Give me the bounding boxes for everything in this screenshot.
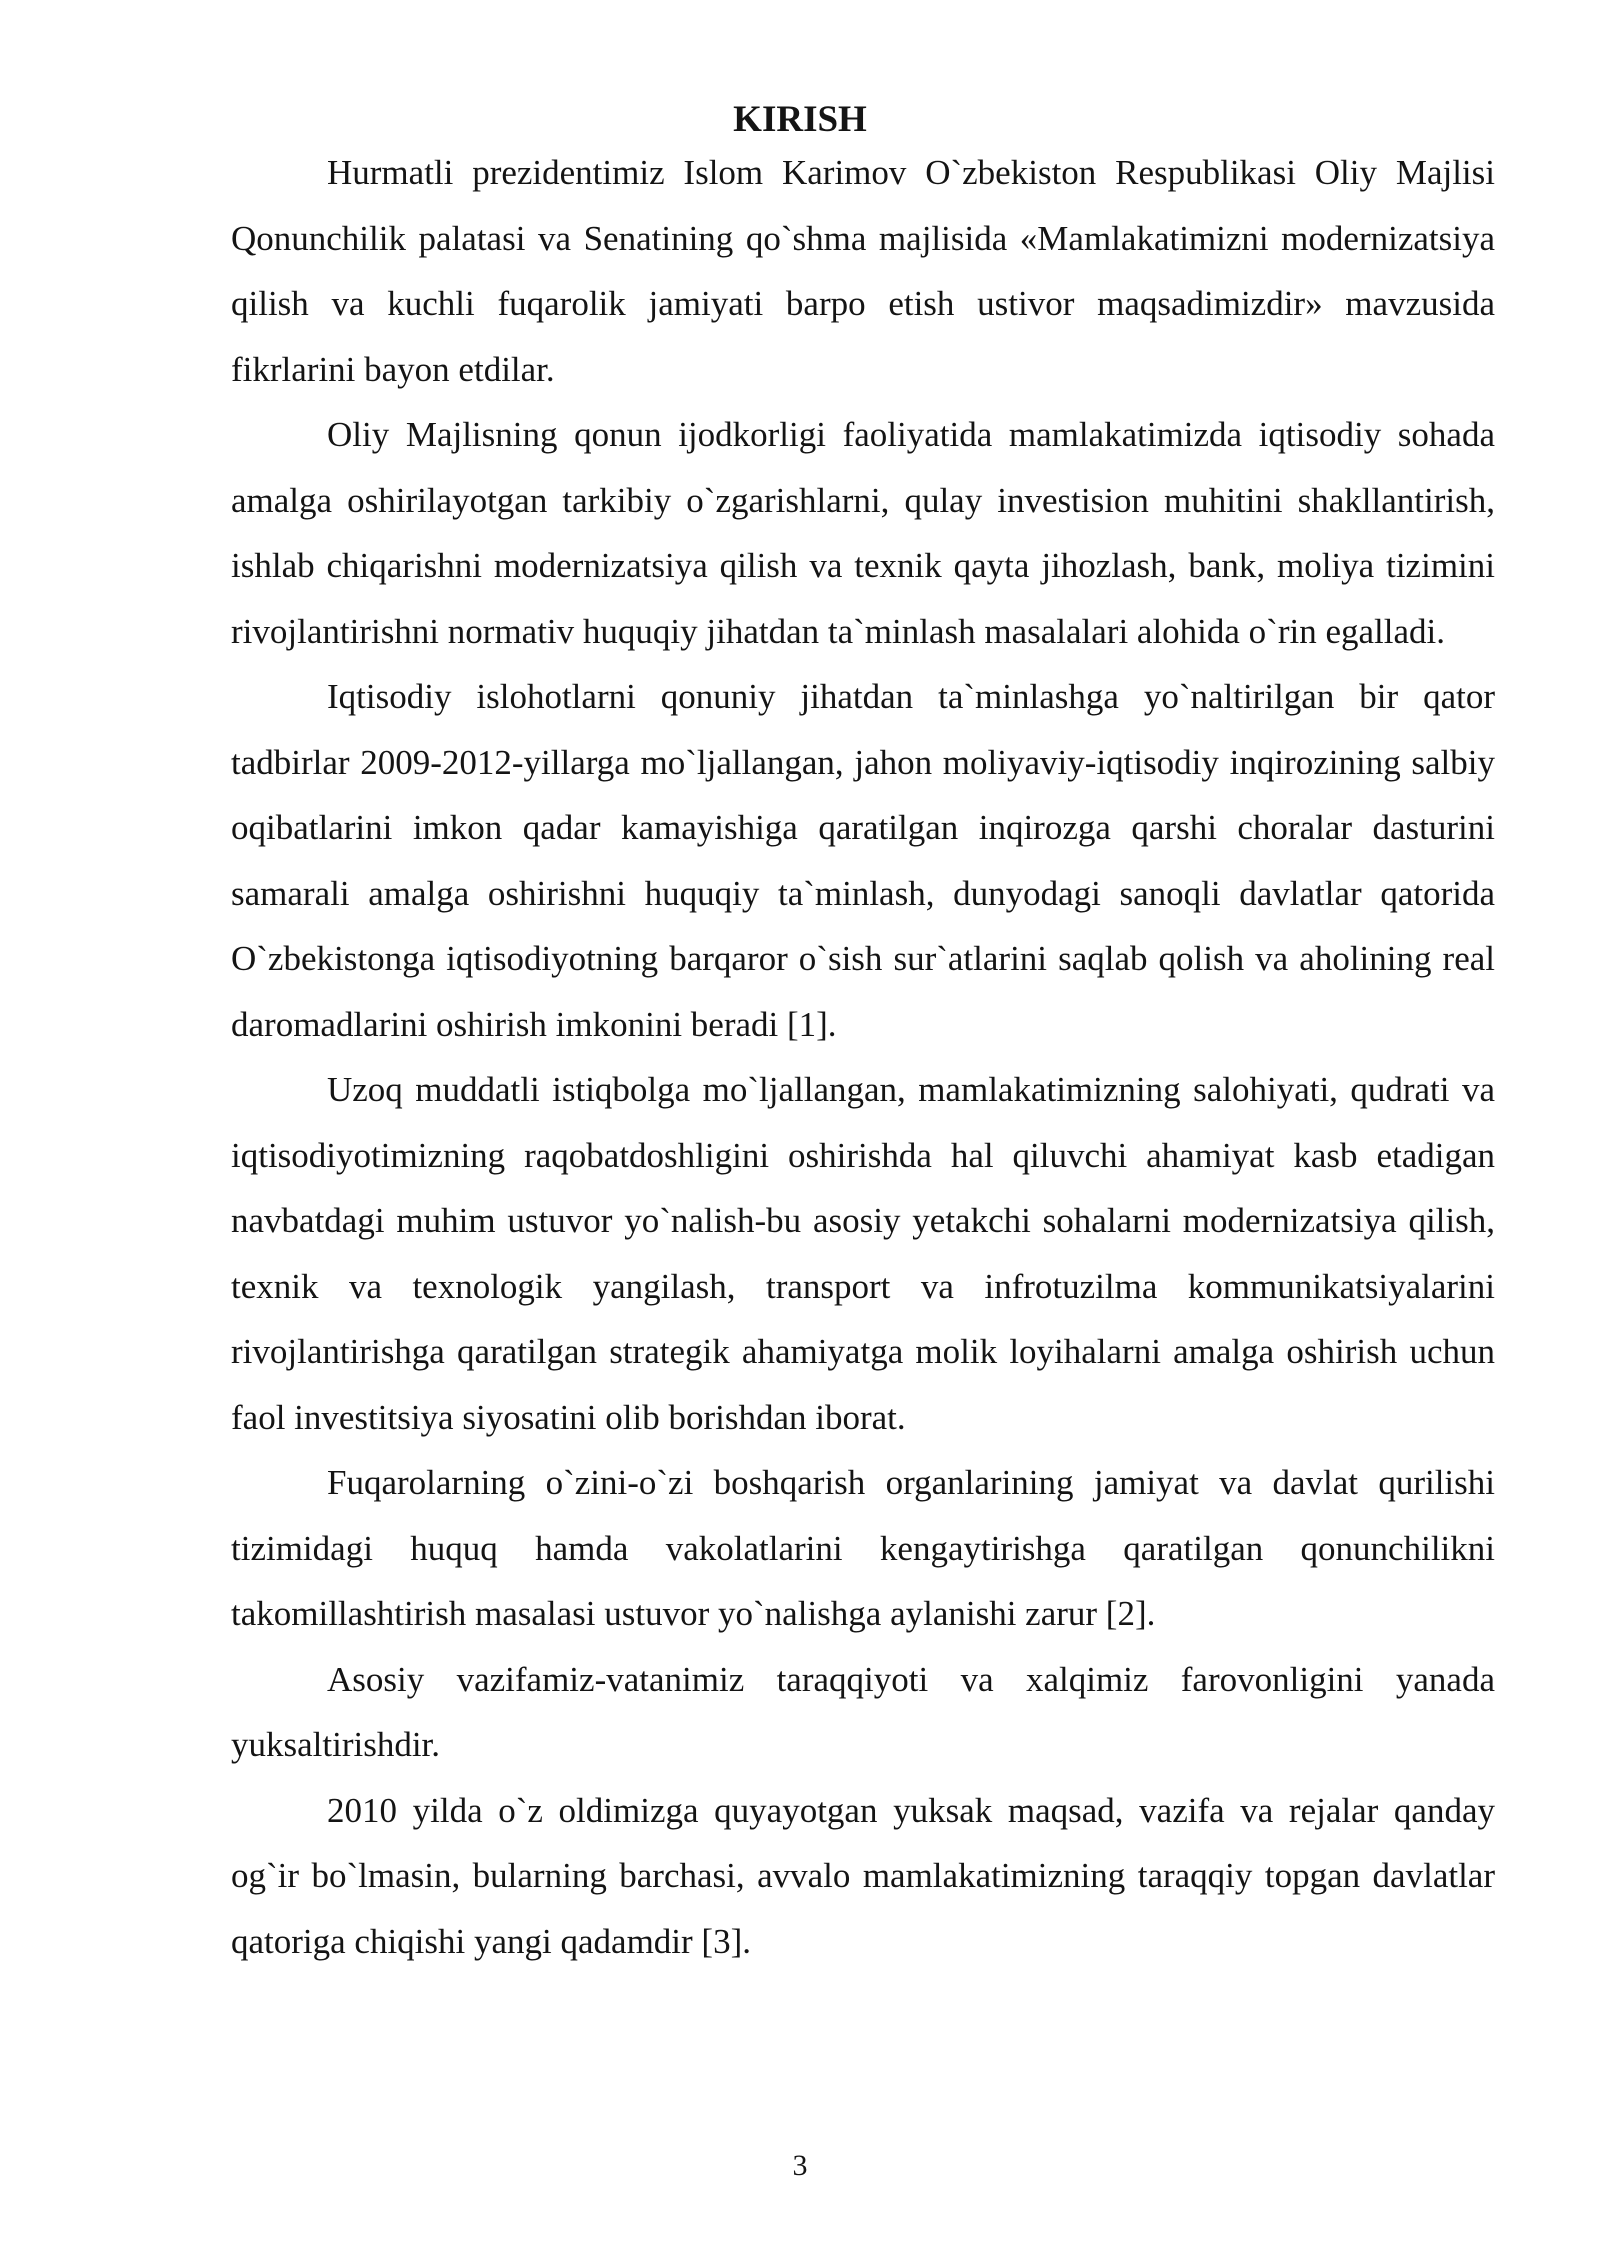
page-title: KIRISH bbox=[733, 99, 867, 140]
paragraph-4: Uzoq muddatli istiqbolga mo`ljallangan, mamlakatimizning salohiyati, qudrati va iqtisodiyotimizning raqobatdoshligini oshirishda hal qiluvchi ahamiyat kasb etadigan navbatdagi muhim ustuvor yo`nalish-bu asosiy yetakchi sohalarni modernizatsiya qilish, texnik va texnologik yangilash, transport va infrotuzilma kommunikatsiyalarini rivojlantirishga qaratilgan strategik ahamiyatga molik loyihalarni amalga oshirish uchun faol investitsiya siyosatini olib borishdan iborat. bbox=[231, 1070, 1495, 1437]
paragraph-3: Iqtisodiy islohotlarni qonuniy jihatdan ta`minlashga yo`naltirilgan bir qator tadbirlar 2009-2012-yillarga mo`ljallangan, jahon moliyaviy-iqtisodiy inqirozining salbiy oqibatlarini imkon qadar kamayishiga qaratilgan inqirozga qarshi choralar dasturini samarali amalga oshirishni huquqiy ta`minlash, dunyodagi sanoqli davlatlar qatorida O`zbekistonga iqtisodiyotning barqaror o`sish sur`atlarini saqlab qolish va aholining real daromadlarini oshirish imkonini beradi [1]. bbox=[231, 677, 1495, 1044]
body-text bbox=[231, 140, 1495, 1974]
paragraph-2: Oliy Majlisning qonun ijodkorligi faoliyatida mamlakatimizda iqtisodiy sohada amalga oshirilayotgan tarkibiy o`zgarishlarni, qulay investision muhitini shakllantirish, ishlab chiqarishni modernizatsiya qilish va texnik qayta jihozlash, bank, moliya tizimini rivojlantirishni normativ huquqiy jihatdan ta`minlash masalalari alohida o`rin egalladi. bbox=[231, 415, 1495, 651]
page-number: 3 bbox=[792, 2149, 808, 2182]
paragraph-1: Hurmatli prezidentimiz Islom Karimov O`zbekiston Respublikasi Oliy Majlisi Qonunchilik palatasi va Senatining qo`shma majlisida «Mamlakatimizni modernizatsiya qilish va kuchli fuqarolik jamiyati barpo etish ustivor maqsadimizdir» mavzusida fikrlarini bayon etdilar. bbox=[231, 153, 1495, 389]
paragraph-6: Asosiy vazifamiz-vatanimiz taraqqiyoti va xalqimiz farovonligini yanada yuksaltirishdir. bbox=[231, 1659, 1495, 1764]
paragraph-7: 2010 yilda o`z oldimizga quyayotgan yuksak maqsad, vazifa va rejalar qanday og`ir bo`lmasin, bularning barchasi, avvalo mamlakatimizning taraqqiy topgan davlatlar qatoriga chiqishi yangi qadamdir [3]. bbox=[231, 1790, 1495, 1961]
paragraph-5: Fuqarolarning o`zini-o`zi boshqarish organlarining jamiyat va davlat qurilishi tizimidagi huquq hamda vakolatlarini kengaytirishga qaratilgan qonunchilikni takomillashtirish masalasi ustuvor yo`nalishga aylanishi zarur [2]. bbox=[231, 1463, 1495, 1633]
